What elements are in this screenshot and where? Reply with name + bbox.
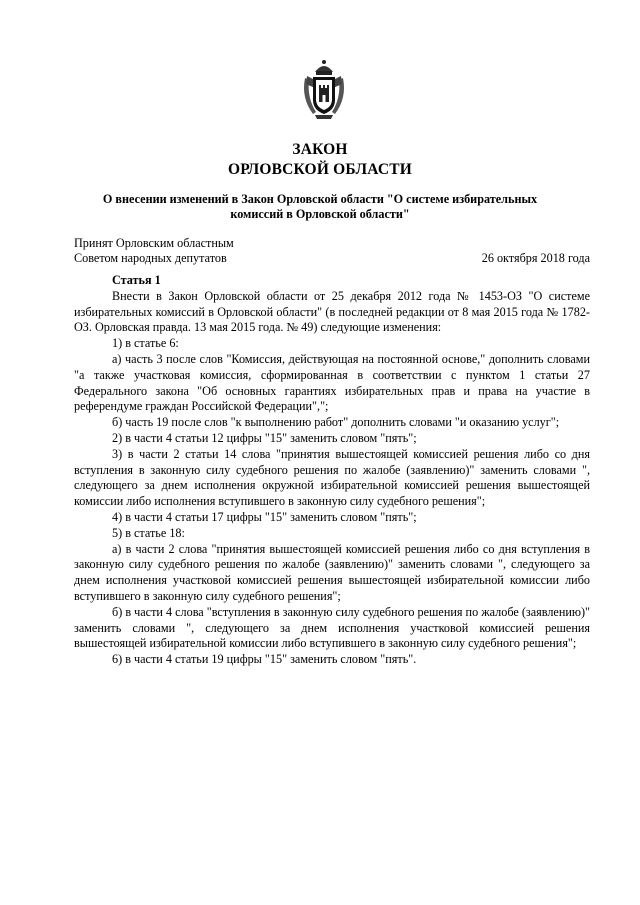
paragraph: 2) в части 4 статьи 12 цифры "15" заменить словом "пять"; [112,430,417,445]
paragraph: а) в части 2 слова "принятия вышестоящей комиссией решения либо со дня вступления в законную силу судебного решения по жалобе (заявлению)" заменить словами ", следующего за днем исполнения участковой комиссией решения вышестоящей избирательной комиссии либо вступившего в законную силу судебного решения"; [74,541,590,603]
paragraph: 6) в части 4 статьи 19 цифры "15" заменить словом "пять". [112,652,417,667]
article-title: Статья 1 [112,273,161,287]
adoption-info [74,236,234,266]
document-title-line1: ЗАКОН [292,141,348,158]
coat-of-arms-icon [301,58,347,120]
adoption-line2: Советом народных депутатов [74,251,227,265]
paragraph: Внести в Закон Орловской области от 25 декабря 2012 года № 1453-ОЗ "О системе избирательных комиссий в Орловской области" (в последней редакции от 8 мая 2015 года № 1782-ОЗ. Орловская правда. 13 мая 2015 года. № 49) следующие изменения: [74,288,590,335]
paragraph: 4) в части 4 статьи 17 цифры "15" заменить словом "пять"; [112,509,417,524]
paragraph: а) часть 3 после слов "Комиссия, действующая на постоянной основе," дополнить словами "а также участковая комиссия, сформированная в соответствии с пунктом 1 статьи 27 Федерального закона "Об основных гарантиях избирательных прав и права на участие в референдуме граждан Российской Федерации","; [74,351,590,414]
paragraph: 1) в статье 6: [112,336,179,351]
document-title-line2: ОРЛОВСКОЙ ОБЛАСТИ [227,161,413,178]
paragraph: б) в части 4 слова "вступления в законную силу судебного решения по жалобе (заявлению)" заменить словами ", следующего за днем исполнения участковой комиссией решения вышестоящей избирательной комиссии либо вступившего в законную силу судебного решения"; [74,604,590,651]
document-subtitle [100,192,540,222]
adoption-line1: Принят Орловским областным [74,236,234,250]
paragraph: 5) в статье 18: [112,525,185,540]
document-body [74,273,590,668]
paragraph: б) часть 19 после слов "к выполнению работ" дополнить словами "и оказанию услуг"; [112,415,560,430]
subtitle-line2: комиссий в Орловской области" [230,207,410,221]
paragraph: 3) в части 2 статьи 14 слова "принятия вышестоящей комиссией решения либо со дня вступления в законную силу судебного решения по жалобе (заявлению)" заменить словами ", следующего за днем исполнения окружной избирательной комиссией решения вышестоящей комиссии либо исполнения вступившего в законную силу судебного решения"; [74,446,590,509]
subtitle-line1: О внесении изменений в Закон Орловской области "О системе избирательных [102,192,538,206]
adoption-date: 26 октября 2018 года [481,251,590,265]
